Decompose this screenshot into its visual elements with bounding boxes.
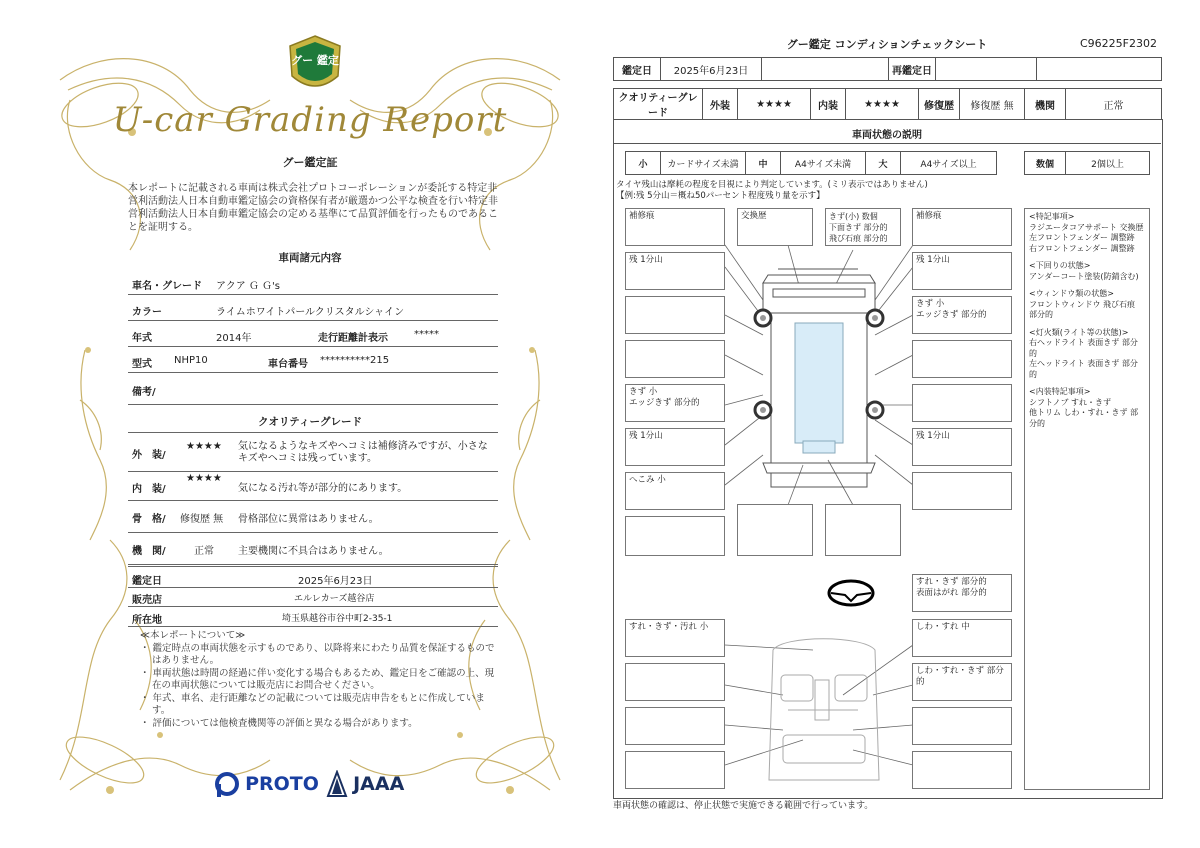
date-table xyxy=(613,57,1162,81)
qg-label: クオリティーグレード xyxy=(614,89,703,120)
note-line: シフトノブ すれ・きず xyxy=(1029,397,1112,407)
ext-value: ★★★★ xyxy=(738,89,811,120)
interior-box: しわ・すれ 中 xyxy=(912,619,1012,657)
damage-box: 残 1分山 xyxy=(912,428,1012,466)
jaaa-mark-icon xyxy=(326,770,348,798)
damage-box xyxy=(912,384,1012,422)
damage-box xyxy=(737,504,813,556)
size-small: 小 xyxy=(626,152,661,175)
proto-logo-text: PROTO xyxy=(245,773,319,795)
badge-text: グー 鑑定 xyxy=(291,54,339,67)
damage-box: 交換歴 xyxy=(737,208,813,246)
name-value: アクア Ｇ Ｇ's xyxy=(216,281,281,292)
model-label: 型式 xyxy=(132,359,152,370)
size-large: 大 xyxy=(866,152,901,175)
redate-value xyxy=(936,58,1037,81)
info-row-date xyxy=(128,566,498,588)
note-item: ・ 鑑定時点の車両状態を示すものであり、以降将来にわたり品質を保証するものではありません。 xyxy=(140,642,495,666)
certificate-subtitle: グー鑑定証 xyxy=(282,156,338,169)
damage-box: きず 小 エッジきず 部分的 xyxy=(625,384,725,422)
size-mid: 中 xyxy=(746,152,781,175)
exterior-stars: ★★★★ xyxy=(186,441,222,452)
grade-row-frame xyxy=(128,500,498,533)
addr-value: 埼玉県越谷市谷中町2-35-1 xyxy=(282,614,393,624)
note-line: フロントウィンドウ 飛び石痕 部分的 xyxy=(1029,299,1136,319)
repair-value: 修復歴 無 xyxy=(960,89,1025,120)
damage-box: きず(小) 数個 下面きず 部分的 飛び石痕 部分的 xyxy=(825,208,901,246)
jaaa-logo xyxy=(326,770,404,798)
shop-value: エルレカーズ越谷店 xyxy=(294,594,375,604)
note-line: 他トリム しわ・すれ・きず 部分的 xyxy=(1029,408,1139,428)
divider xyxy=(613,143,1161,144)
year-label: 年式 xyxy=(132,333,152,344)
damage-box: きず 小 エッジきず 部分的 xyxy=(912,296,1012,334)
damage-box xyxy=(912,472,1012,510)
notes-group-underbody xyxy=(1029,261,1145,282)
proto-logo xyxy=(214,770,319,798)
spec-section-title: 車両諸元内容 xyxy=(278,252,342,264)
size-small-text: カードサイズ未満 xyxy=(661,152,746,175)
interior-box xyxy=(912,751,1012,789)
count-text: 2個以上 xyxy=(1066,152,1150,175)
note-line: 右フロントフェンダー 調整跡 xyxy=(1029,243,1135,253)
mileage-label: 走行距離計表示 xyxy=(318,333,388,344)
certificate-script-title: U-car Grading Report xyxy=(112,100,508,140)
sheet-date-value: 2025年6月23日 xyxy=(661,58,762,81)
spec-row-color xyxy=(128,296,498,321)
date-label: 鑑定日 xyxy=(132,576,162,587)
sheet-footer: 車両状態の確認は、停止状態で実施できる範囲で行っています。 xyxy=(613,801,874,811)
empty-cell xyxy=(762,58,889,81)
count-legend-table xyxy=(1024,151,1150,175)
grade-row-interior xyxy=(128,470,498,501)
interior-box xyxy=(912,707,1012,745)
count-label: 数個 xyxy=(1025,152,1066,175)
color-label: カラー xyxy=(132,307,162,318)
spec-row-remarks xyxy=(128,374,498,405)
note-line: 右ヘッドライト 表面きず 部分的 xyxy=(1029,338,1138,358)
model-value: NHP10 xyxy=(174,355,208,366)
note-line: <内装特記事項> xyxy=(1029,387,1091,396)
damage-box: 補修痕 xyxy=(912,208,1012,246)
color-value: ライムホワイトパールクリスタルシャイン xyxy=(216,307,405,318)
size-large-text: A4サイズ以上 xyxy=(901,152,997,175)
mileage-value: ***** xyxy=(414,329,439,340)
spec-row-year xyxy=(128,322,498,347)
damage-box: 補修痕 xyxy=(625,208,725,246)
engine-text: 主要機関に不具合はありません。 xyxy=(238,546,389,557)
engine-value: 正常 xyxy=(1066,89,1162,120)
damage-box xyxy=(625,340,725,378)
note-line: <灯火類(ライト等の状態)> xyxy=(1029,327,1129,337)
info-row-address xyxy=(128,606,498,627)
info-row-shop xyxy=(128,586,498,607)
report-notes xyxy=(140,630,500,730)
damage-box xyxy=(825,504,901,556)
exterior-label: 外 装/ xyxy=(132,450,166,461)
empty-cell xyxy=(1037,58,1162,81)
grade-section-title: クオリティーグレード xyxy=(258,416,362,428)
interior-label: 内 装/ xyxy=(132,484,166,495)
size-legend-table xyxy=(625,151,997,175)
redate-label: 再鑑定日 xyxy=(889,58,936,81)
interior-box: すれ・きず・汚れ 小 xyxy=(625,619,725,657)
state-title: 車両状態の説明 xyxy=(852,130,922,141)
shop-label: 販売店 xyxy=(132,595,162,606)
special-notes-panel xyxy=(1024,208,1150,790)
spec-row-model xyxy=(128,348,498,373)
year-value: 2014年 xyxy=(216,333,252,344)
name-label: 車名・グレード xyxy=(132,281,202,292)
damage-box xyxy=(912,340,1012,378)
goo-appraisal-badge xyxy=(288,34,342,96)
sheet-date-label: 鑑定日 xyxy=(614,58,661,81)
date-value: 2025年6月23日 xyxy=(298,576,373,587)
notes-group-special xyxy=(1029,212,1145,254)
interior-box xyxy=(625,663,725,701)
grade-row-exterior xyxy=(128,432,498,472)
exterior-text: 気になるようなキズやヘコミは補修済みですが、小さなキズやヘコミは残っています。 xyxy=(238,441,488,464)
frame-text: 骨格部位に異常はありません。 xyxy=(238,514,379,525)
jaaa-logo-text: JAAA xyxy=(353,773,405,795)
certificate-statement: 本レポートに記載される車両は株式会社プロトコーポレーションが委託する特定非営利活動法人日本自動車鑑定協会の資格保有者が厳選かつ公平な検査を行い特定非営利活動法人日本自動車鑑定協会の定める基準にて品質評価を行ったものであることを証明する。 xyxy=(128,183,498,233)
chassis-label: 車台番号 xyxy=(268,359,308,370)
sheet-code: C96225F2302 xyxy=(1080,37,1157,50)
interior-box xyxy=(625,751,725,789)
ext-label: 外装 xyxy=(703,89,738,120)
notes-group-windows xyxy=(1029,289,1145,321)
note-line: 左ヘッドライト 表面きず 部分的 xyxy=(1029,359,1138,379)
int-value: ★★★★ xyxy=(846,89,919,120)
interior-box: しわ・すれ・きず 部分的 xyxy=(912,663,1012,701)
frame-value: 修復歴 無 xyxy=(180,514,224,525)
chassis-value: **********215 xyxy=(320,355,390,366)
tire-note-1: タイヤ残山は摩耗の程度を目視により判定しています。(ミリ表示ではありません) xyxy=(616,180,928,190)
proto-mark-icon xyxy=(214,770,240,798)
grade-summary-table xyxy=(613,88,1162,120)
damage-box: 残 1分山 xyxy=(912,252,1012,290)
notes-group-interior xyxy=(1029,387,1145,429)
tire-note-2: 【例:残 5分山＝概ね50パーセント程度残り量を示す】 xyxy=(616,191,825,201)
note-item: ・ 年式、車名、走行距離などの記載については販売店申告をもとに作成しています。 xyxy=(140,692,485,716)
note-item: ・ 評価については他検査機関等の評価と異なる場合があります。 xyxy=(140,717,418,729)
note-line: <特記事項> xyxy=(1029,212,1075,221)
interior-text: 気になる汚れ等が部分的にあります。 xyxy=(238,483,408,494)
note-line: アンダーコート塗装(防錆含む) xyxy=(1029,271,1139,281)
damage-box xyxy=(625,296,725,334)
note-line: ラジエータコアサポート 交換歴 xyxy=(1029,222,1144,232)
frame-label: 骨 格/ xyxy=(132,514,166,525)
damage-box: 残 1分山 xyxy=(625,428,725,466)
interior-box xyxy=(625,707,725,745)
damage-box: 残 1分山 xyxy=(625,252,725,290)
size-mid-text: A4サイズ未満 xyxy=(781,152,866,175)
sheet-title: グー鑑定 コンディションチェックシート xyxy=(786,38,988,51)
damage-box xyxy=(625,516,725,556)
repair-label: 修復歴 xyxy=(919,89,960,120)
damage-box: へこみ 小 xyxy=(625,472,725,510)
note-line: <ウィンドウ類の状態> xyxy=(1029,289,1114,298)
note-item: ・ 車両状態は時間の経過に伴い変化する場合もあるため、鑑定日をご確認の上、現在の車両状態については販売店にお問合せください。 xyxy=(140,667,495,691)
interior-box: すれ・きず 部分的 表面はがれ 部分的 xyxy=(912,574,1012,612)
engine-label: 機 関/ xyxy=(132,546,166,557)
int-label: 内装 xyxy=(811,89,846,120)
interior-stars: ★★★★ xyxy=(186,473,222,484)
note-line: <下回りの状態> xyxy=(1029,261,1091,270)
notes-group-lights xyxy=(1029,328,1145,381)
note-line: 左フロントフェンダー 調整跡 xyxy=(1029,233,1135,242)
addr-label: 所在地 xyxy=(132,615,162,626)
spec-row-name xyxy=(128,270,498,295)
remarks-label: 備考/ xyxy=(132,387,156,398)
grade-row-engine xyxy=(128,532,498,565)
notes-title: ≪本レポートについて≫ xyxy=(140,630,246,641)
engine-value: 正常 xyxy=(194,546,214,557)
engine-label: 機関 xyxy=(1025,89,1066,120)
